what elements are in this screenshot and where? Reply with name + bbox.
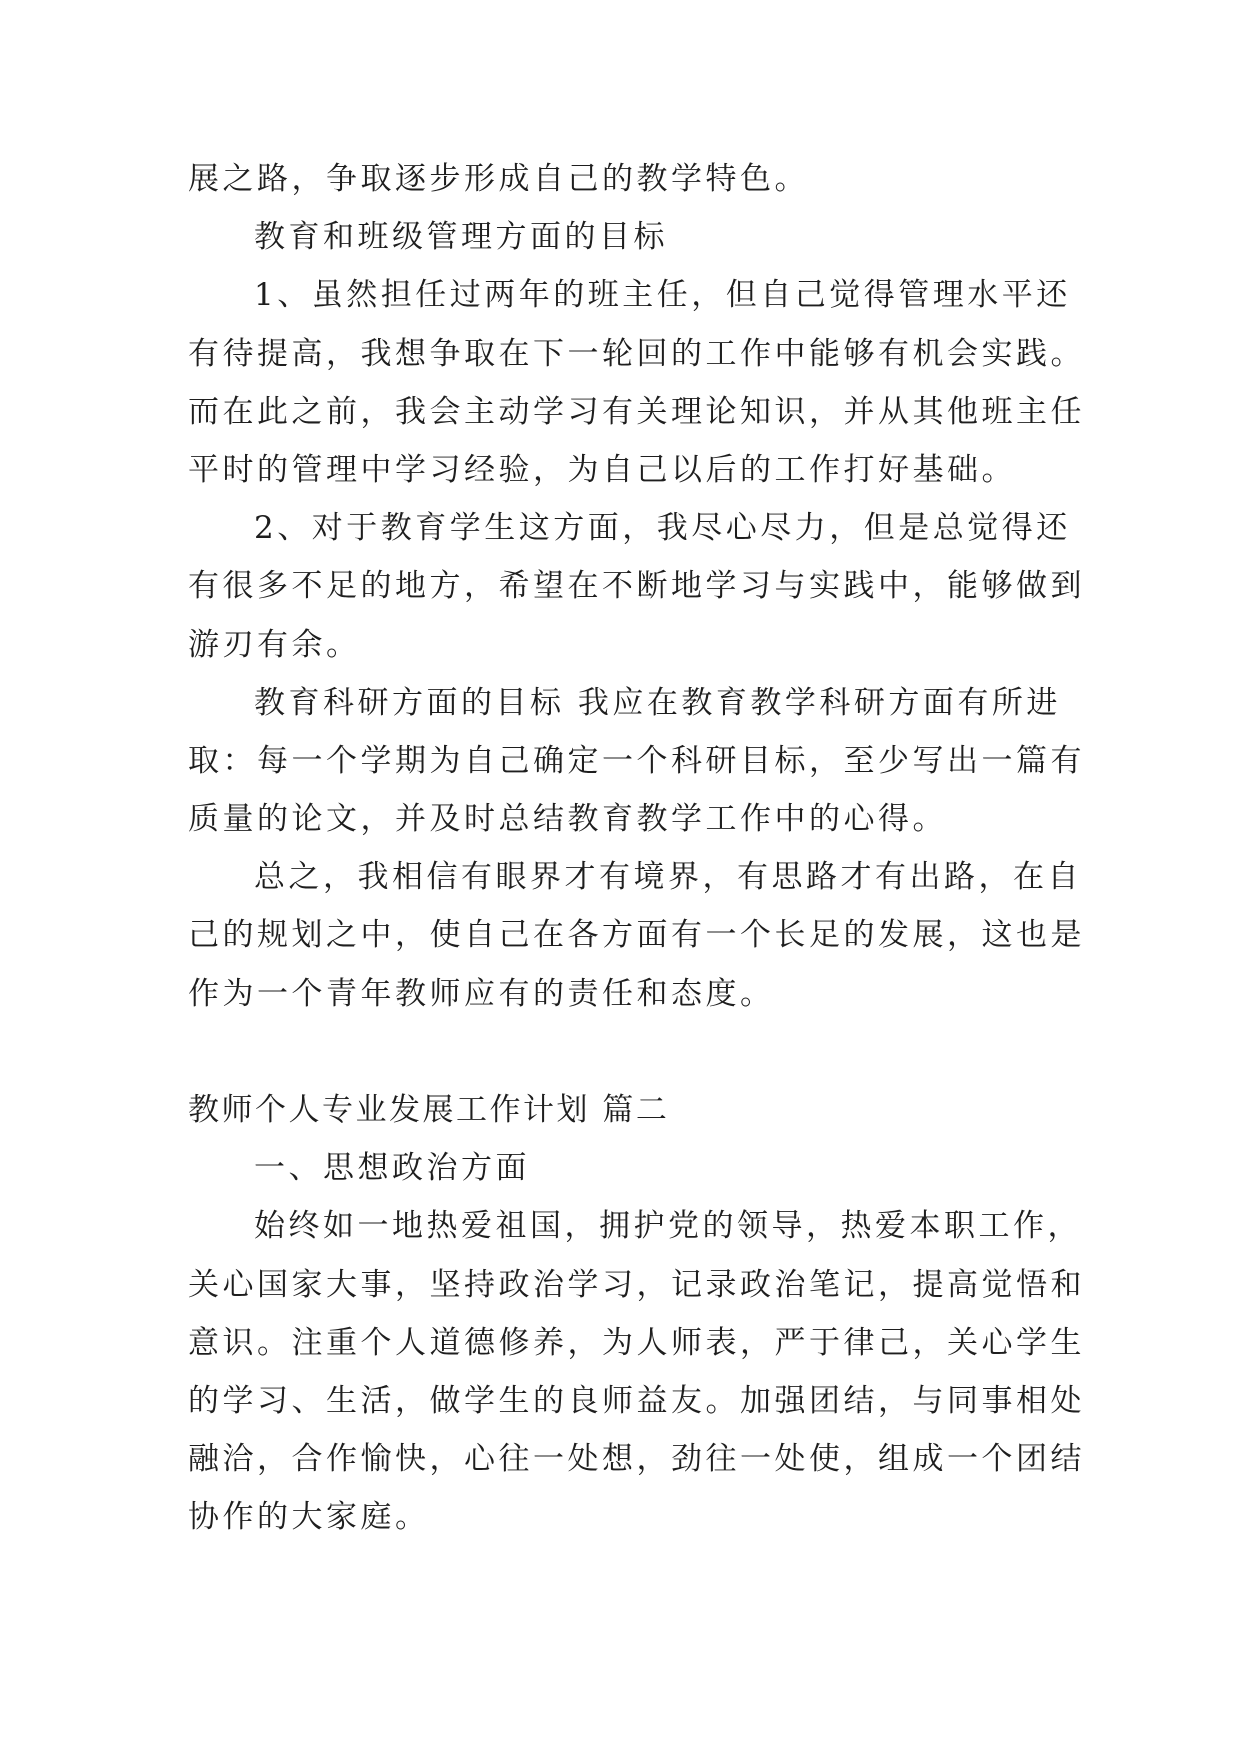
text-line: 总之，我相信有眼界才有境界，有思路才有出路，在自 — [254, 859, 1082, 896]
subheading: 教育和班级管理方面的目标 — [254, 219, 668, 256]
text-line: 2、对于教育学生这方面，我尽心尽力，但是总觉得还 — [254, 510, 1071, 547]
section-title: 教师个人专业发展工作计划 篇二 — [188, 1092, 670, 1128]
text-line: 协作的大家庭。 — [188, 1499, 430, 1536]
text-line: 的学习、生活，做学生的良师益友。加强团结，与同事相处 — [188, 1382, 1085, 1419]
text-line: 教育科研方面的目标 我应在教育教学科研方面有所进 — [254, 684, 1061, 721]
text-line: 关心国家大事，坚持政治学习，记录政治笔记，提高觉悟和 — [188, 1266, 1085, 1303]
text-line: 取：每一个学期为自己确定一个科研目标，至少写出一篇有 — [188, 742, 1085, 779]
text-line: 质量的论文，并及时总结教育教学工作中的心得。 — [188, 801, 947, 838]
text-line: 展之路，争取逐步形成自己的教学特色。 — [188, 161, 809, 197]
text-line: 游刃有余。 — [188, 626, 361, 663]
text-line: 意识。注重个人道德修养，为人师表，严于律己，关心学生 — [188, 1324, 1085, 1361]
section-gap — [188, 1023, 1068, 1081]
text-line: 作为一个青年教师应有的责任和态度。 — [188, 975, 775, 1012]
text-line: 而在此之前，我会主动学习有关理论知识，并从其他班主任 — [188, 393, 1085, 430]
text-line: 有很多不足的地方，希望在不断地学习与实践中，能够做到 — [188, 568, 1085, 605]
document-body — [188, 150, 1085, 1547]
text-line: 始终如一地热爱祖国，拥护党的领导，热爱本职工作， — [254, 1208, 1082, 1245]
text-line: 有待提高，我想争取在下一轮回的工作中能够有机会实践。 — [188, 335, 1085, 372]
text-line: 融洽，合作愉快，心往一处想，劲往一处使，组成一个团结 — [188, 1441, 1085, 1478]
text-line: 平时的管理中学习经验，为自己以后的工作打好基础。 — [188, 451, 1016, 488]
text-line: 己的规划之中，使自己在各方面有一个长足的发展，这也是 — [188, 917, 1085, 954]
text-line: 1、虽然担任过两年的班主任，但自己觉得管理水平还 — [254, 277, 1071, 314]
subheading: 一、思想政治方面 — [254, 1150, 530, 1187]
